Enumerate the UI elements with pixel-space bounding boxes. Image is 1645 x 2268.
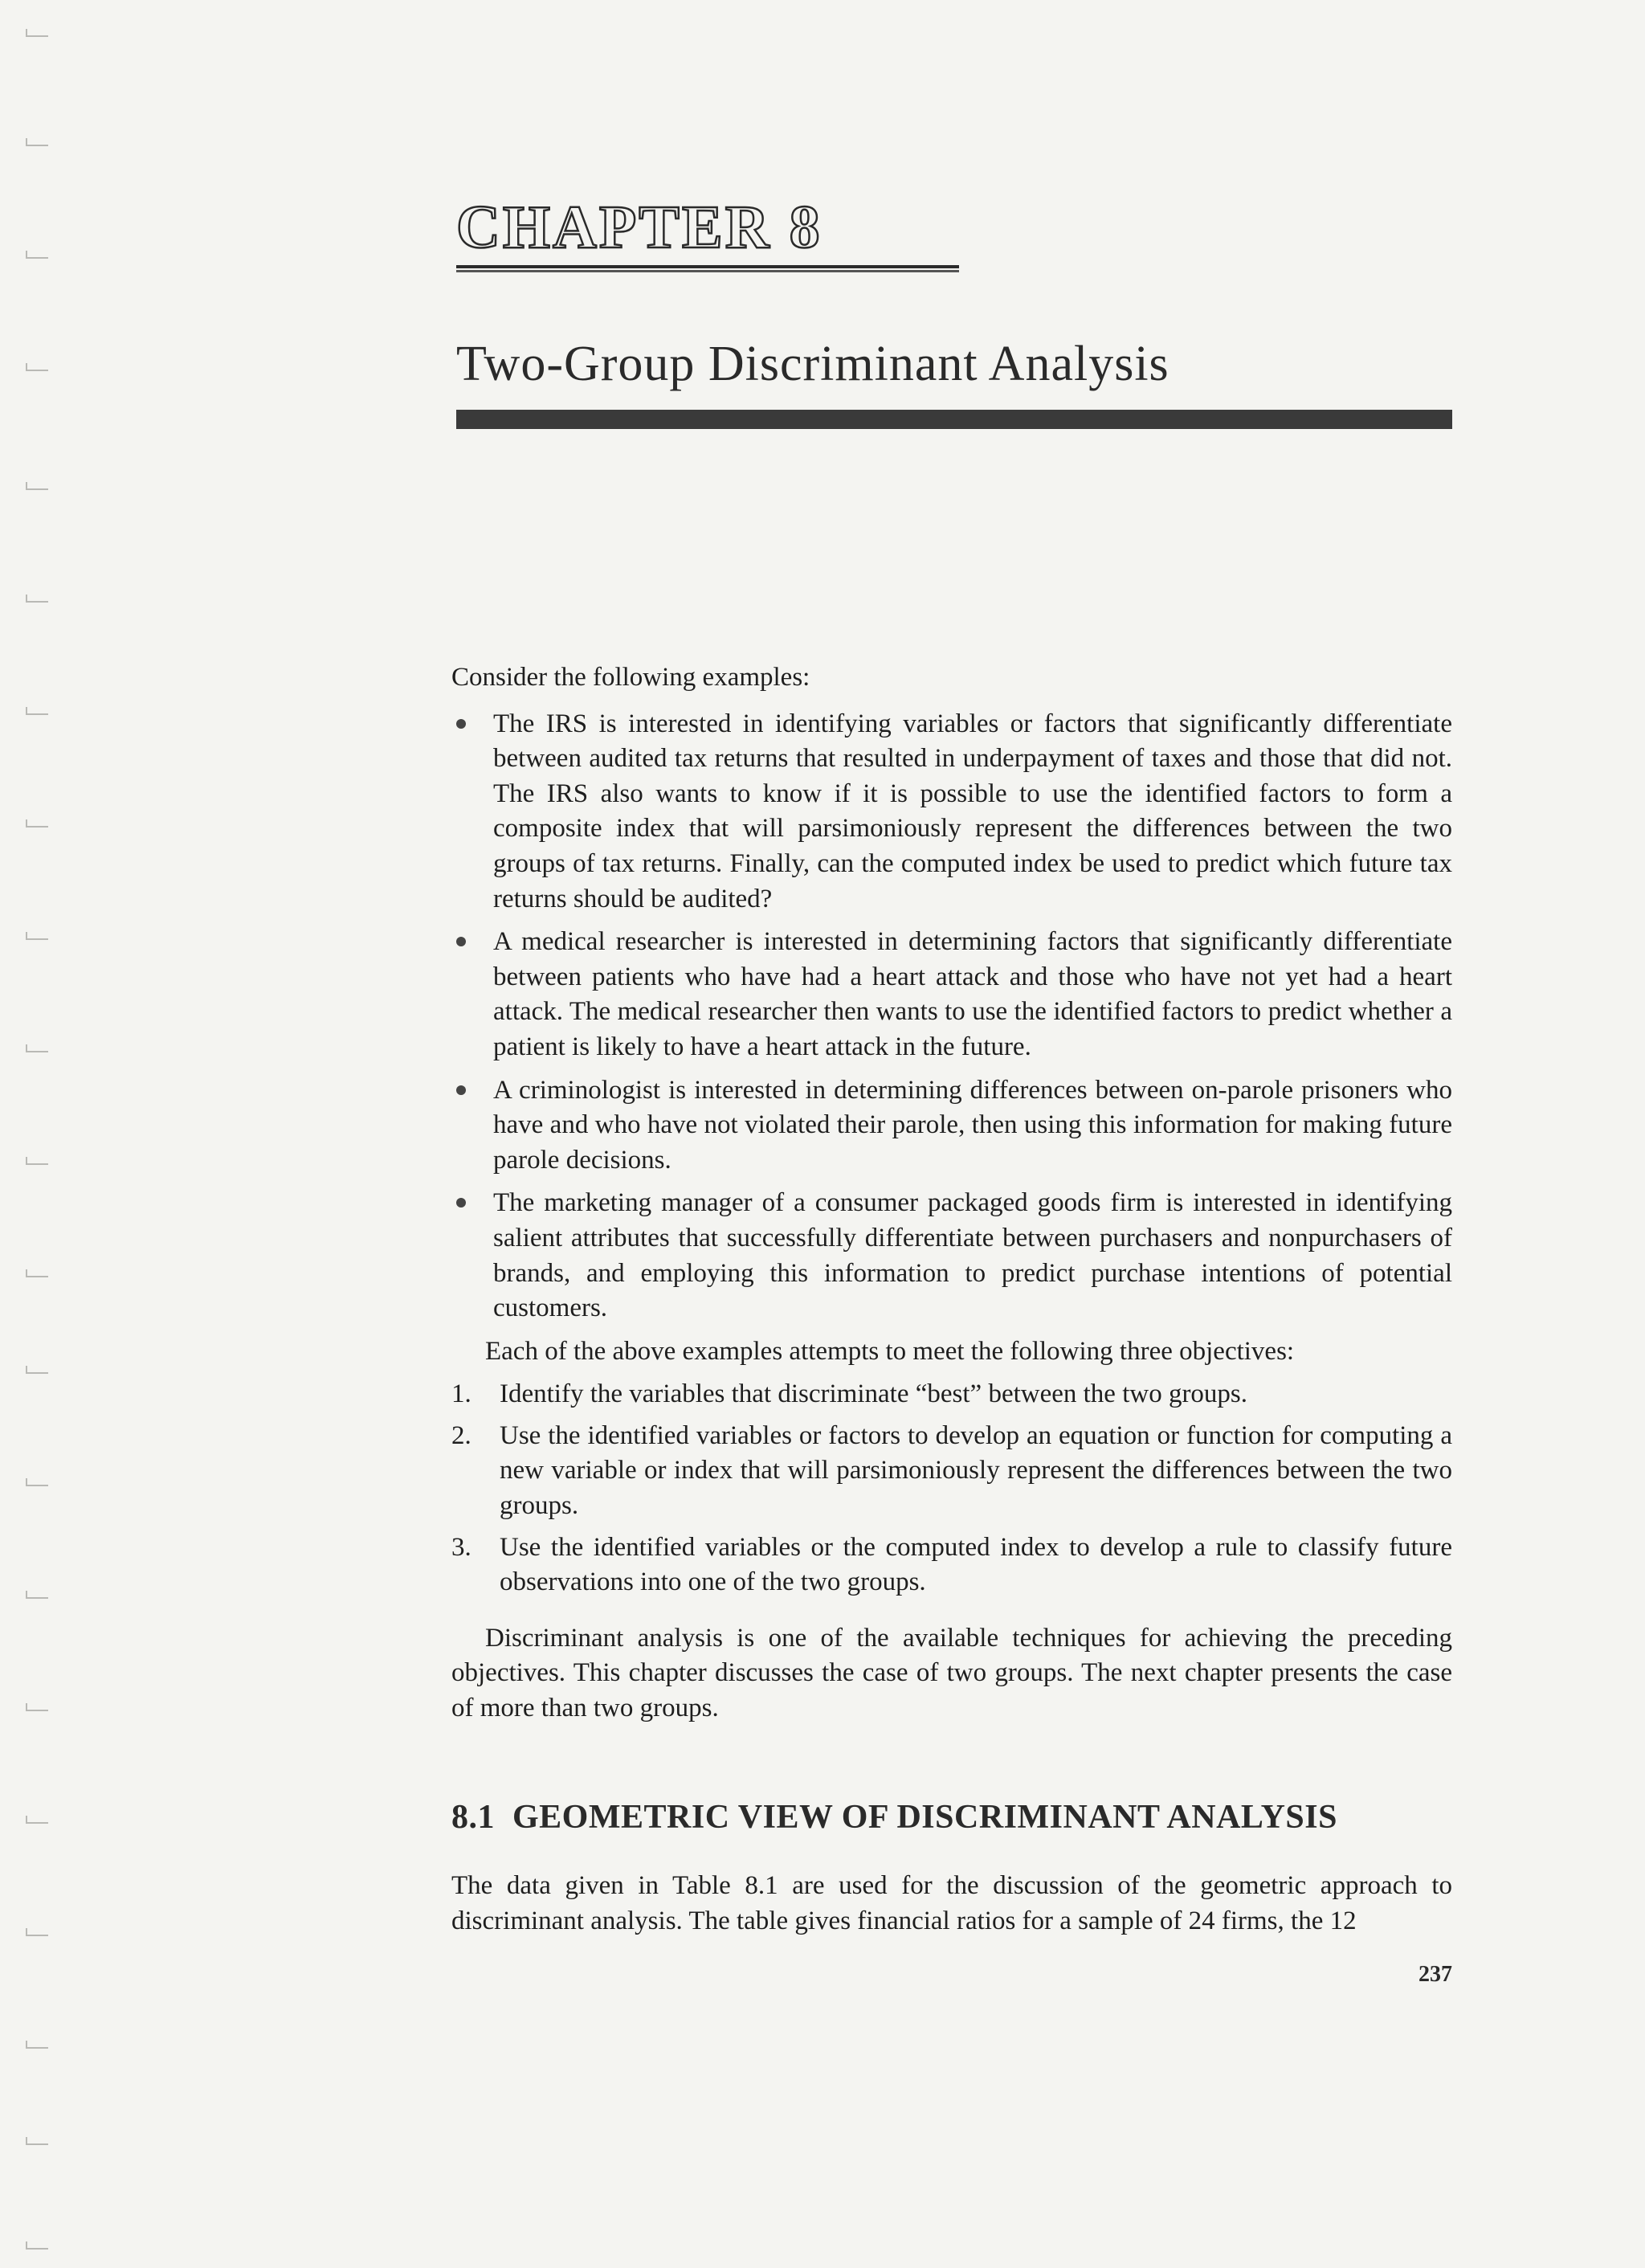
- item-number: 2.: [451, 1420, 471, 1450]
- punch-mark: [26, 1816, 48, 1824]
- punch-mark: [26, 2241, 48, 2250]
- list-item-text: The IRS is interested in identifying variables or factors that significantly differentiate between audited tax returns that resulted in underpayment of taxes and those that did not. The IRS also wants to know if it is possible to use the identified factors to form a composite index that will parsimoniously represent the differences between the two groups of tax returns. Finally, can the computed index be used to predict which future tax returns should be audited?: [493, 709, 1452, 913]
- list-item: [451, 1073, 1452, 1179]
- list-item-text: The marketing manager of a consumer packaged goods firm is interested in identifying salient attributes that successfully differentiate between purchasers and nonpurchasers of brands, and employing this information to predict purchase intentions of potential customers.: [493, 1188, 1452, 1323]
- punch-mark: [26, 932, 48, 940]
- chapter-title: Two-Group Discriminant Analysis: [456, 337, 1169, 391]
- list-item-text: Use the identified variables or factors to develop an equation or function for computing a new variable or index that will parsimoniously represent the differences between the two groups.: [500, 1420, 1452, 1521]
- bullet-icon: [456, 1085, 466, 1095]
- punch-mark: [26, 251, 48, 259]
- punch-mark: [26, 2041, 48, 2049]
- punch-mark: [26, 595, 48, 603]
- bullet-icon: [456, 937, 466, 946]
- binding-edge: [0, 0, 56, 2268]
- punch-mark: [26, 138, 48, 146]
- objectives-list: [451, 1377, 1452, 1600]
- item-number: 1.: [451, 1379, 471, 1409]
- section-paragraph: The data given in Table 8.1 are used for the discussion of the geometric approach to discriminant analysis. The table gives financial ratios for a sample of 24 firms, the 12: [451, 1871, 1452, 1935]
- punch-mark: [26, 482, 48, 490]
- bullet-icon: [456, 1198, 466, 1208]
- punch-mark: [26, 1044, 48, 1052]
- list-item: [451, 925, 1452, 1065]
- list-item: [451, 1186, 1452, 1326]
- item-number: 3.: [451, 1532, 471, 1562]
- punch-mark: [26, 2137, 48, 2145]
- chapter-rule: [456, 265, 959, 272]
- title-bar: [456, 410, 1452, 429]
- punch-mark: [26, 363, 48, 371]
- list-item: [451, 1377, 1452, 1412]
- list-item: [451, 1419, 1452, 1524]
- punch-mark: [26, 707, 48, 715]
- punch-mark: [26, 1269, 48, 1277]
- punch-mark: [26, 1157, 48, 1165]
- intro-paragraph: Consider the following examples:: [451, 663, 810, 692]
- objectives-intro: Each of the above examples attempts to meet the following three objectives:: [485, 1336, 1295, 1366]
- page-number: 237: [1418, 1962, 1452, 1987]
- list-item: [451, 1530, 1452, 1600]
- punch-mark: [26, 1928, 48, 1936]
- section-heading: 8.1 GEOMETRIC VIEW OF DISCRIMINANT ANALYSIS: [451, 1799, 1337, 1836]
- list-item-text: A criminologist is interested in determining differences between on-parole prisoners who have and who have not violated their parole, then using this information for making future parole decisions.: [493, 1075, 1452, 1175]
- punch-mark: [26, 29, 48, 37]
- punch-mark: [26, 819, 48, 828]
- list-item: [451, 707, 1452, 917]
- chapter-label: CHAPTER 8: [456, 194, 822, 261]
- body-text: [451, 660, 1452, 1727]
- punch-mark: [26, 1366, 48, 1374]
- punch-mark: [26, 1591, 48, 1599]
- list-item-text: Identify the variables that discriminate “best” between the two groups.: [500, 1379, 1248, 1409]
- closing-paragraph: Discriminant analysis is one of the available techniques for achieving the preceding objectives. This chapter discusses the case of two groups. The next chapter presents the case of more than two groups.: [451, 1623, 1452, 1723]
- punch-mark: [26, 1478, 48, 1486]
- punch-mark: [26, 1703, 48, 1711]
- list-item-text: A medical researcher is interested in determining factors that significantly differentiate between patients who have had a heart attack and those who have not yet had a heart attack. The medical researcher then wants to use the identified factors to predict whether a patient is likely to have a heart attack in the future.: [493, 927, 1452, 1061]
- list-item-text: Use the identified variables or the computed index to develop a rule to classify future observations into one of the two groups.: [500, 1532, 1452, 1597]
- examples-list: [451, 707, 1452, 1326]
- bullet-icon: [456, 719, 466, 729]
